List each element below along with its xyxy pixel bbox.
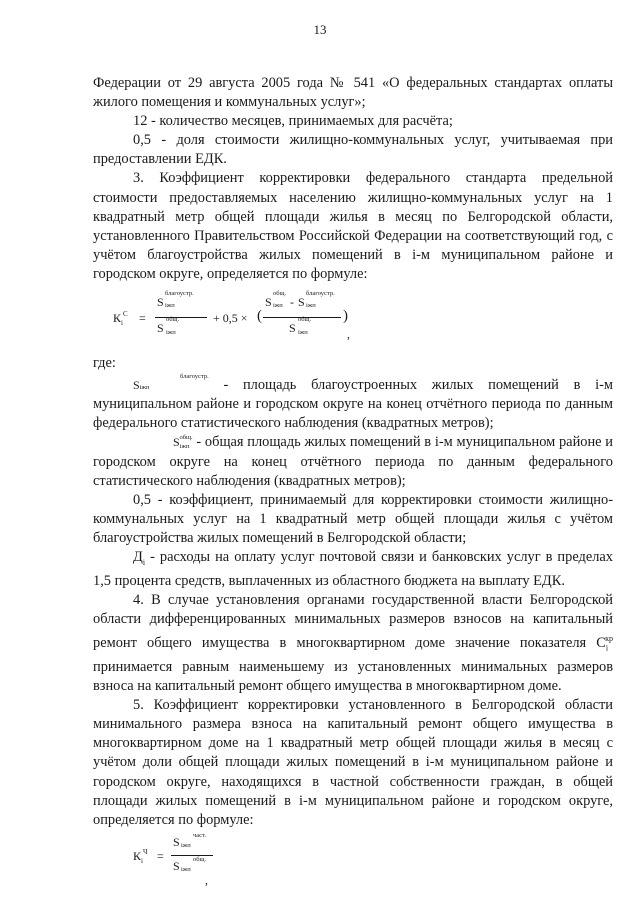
paragraph-5: 5. Коэффициент корректировки установленного в Белгородской области минимального размера взноса на капитальный ремонт общего имущества в многоквартирном доме на 1 квадратный метр общей площади жилья в месяц с учётом доли общей площади жилых помещений в i-м муниципальном районе и городском округе, находящихся в частной собственности граждан, в общей площади жилых помещений в i-м муниципальном районе и городском округе, определяется по формуле: <box>93 697 613 828</box>
formula2-equals: = <box>157 848 164 863</box>
paragraph-share: 0,5 - доля стоимости жилищно-коммунальных услуг, учитываемая при предоставлении ЕДК. <box>93 132 613 168</box>
formula-k-c: $К_i^С$ = S благоустр. iжп S общ. iжп + 0,5 × ( S общ. iжп - S благоустр. iжп S общ. iжп ) , <box>113 290 350 342</box>
definition-blag: благоустр. Siжп - площадь благоустроенных жилых помещений в i-м муниципальном районе и городском округе на конец отчётного периода по данным федерального статистического наблюдения (квадратных метров); <box>93 373 613 432</box>
formula-k-ch: $К_i^Ч$ = S iжп част. S iжп общ. , <box>93 830 613 890</box>
formula1-equals: = <box>139 311 146 326</box>
s-obsh-symbol: Siжп$^{общ.}$ <box>173 434 193 451</box>
where-label: где: <box>93 355 116 372</box>
paragraph-coefficient: 0,5 - коэффициент, принимаемый для корректировки стоимости жилищно-коммунальных услуг на 1 квадратный метр общей площади жилья с учётом благоустройства жилых помещений в Белгородской области; <box>93 491 613 546</box>
formula1-lhs: $К_i^С$ <box>113 310 128 328</box>
paragraph-3: 3. Коэффициент корректировки федерального стандарта предельной стоимости предоставляемых населению жилищно-коммунальных услуг на 1 квадратный метр общей площади жилья в месяц по Белгородской области, установленного Правительством Российской Федерации на соответствующий год, с учётом благоустройства жилых помещений в i-м муниципальном районе и городском округе, определяется по формуле: <box>93 170 613 282</box>
formula1-plus: + 0,5 × <box>213 311 248 326</box>
formula1-s-obsh: S <box>157 321 164 336</box>
paragraph-12-months: 12 - количество месяцев, принимаемых для расчёта; <box>133 113 453 130</box>
document-body <box>93 74 613 890</box>
formula2-fraction-bar <box>171 855 213 856</box>
formula1-s-blag: S <box>157 295 164 310</box>
paragraph-di: $Д_i$ - расходы на оплату услуг почтовой связи и банковских услуг в пределах 1,5 процента средств, выплаченных из областного бюджета на выплату ЕДК. <box>93 548 613 589</box>
formula2-lhs: $К_i^Ч$ <box>133 847 148 865</box>
paragraph-4: 4. В случае установления органами государственной власти Белгородской области дифференцированных минимальных размеров взносов на капитальный ремонт общего имущества в многоквартирном доме значение показателя $С_i^{кр}$ принимается равным наименьшему из установленных минимальных размеров взноса на капитальный ремонт общего имущества в многоквартирном доме. <box>93 592 613 695</box>
formula1-fraction-bar-1 <box>155 317 207 318</box>
page-number: 13 <box>313 22 327 37</box>
paragraph-reference: Федерации от 29 августа 2005 года № 541 «О федеральных стандартах оплаты жилого помещения и коммунальных услуг»; <box>93 75 613 111</box>
definition-obsh: Siжп$^{общ.}$ - общая площадь жилых помещений в i-м муниципальном районе и городском округе на конец отчётного периода по данным федерального статистического наблюдения (квадратных метров); <box>93 434 613 489</box>
s-blag-symbol: благоустр. Siжп <box>133 373 209 393</box>
